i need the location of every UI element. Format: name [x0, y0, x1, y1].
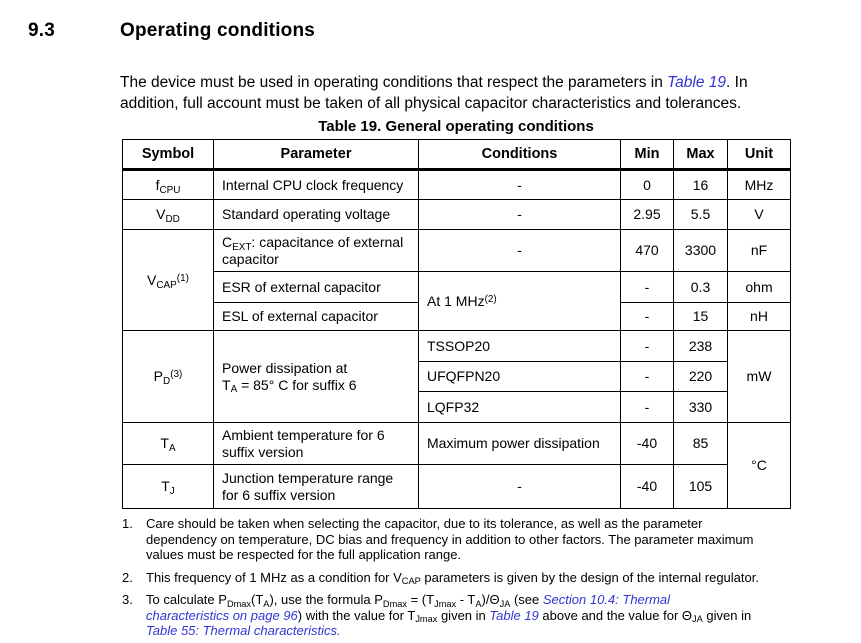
cell-lqfp-max: 330 — [674, 392, 728, 423]
cell-cext-unit: nF — [728, 230, 791, 272]
intro-paragraph: The device must be used in operating conditions that respect the parameters in Table 19. In addition, full account must be taken of all physical capacitor characteristics and tolerances. — [120, 73, 748, 112]
cell-pd-symbol: $P_D^{(3)}$ — [123, 331, 214, 423]
cell-cext-parameter: $C_{EXT}$: capacitance of external capacitor — [214, 230, 419, 272]
footnote-text: To calculate $P_{Dmax}(T_A)$, use the formula $P_{Dmax} = (T_{Jmax} - T_A)/\Theta_{JA}$ (see Section 10.4: Thermal characteristics on page 96) with the value for $T_{Jmax}$ given in Table 19 above and the value for $\Theta_{JA}$ given in Table 55: Thermal characteristics. — [146, 592, 752, 638]
footnote-text: Care should be taken when selecting the capacitor, due to its tolerance, as well as the parameter dependency on temperature, DC bias and frequency in addition to other factors. The parameter maximum values must be respected for the full application range. — [146, 516, 754, 562]
section-heading — [28, 20, 315, 42]
doc-link[interactable]: Section 10.4: Thermal characteristics on page 96 — [146, 592, 671, 623]
cell-esl-min: - — [621, 303, 674, 331]
table-row — [123, 465, 791, 509]
footnote-number: 2. — [122, 569, 133, 585]
cell-vdd-min: 2.95 — [621, 200, 674, 230]
table-row — [123, 230, 791, 272]
header-parameter: Parameter — [214, 140, 419, 170]
cell-esr-conditions: At 1 MHz$^{(2)}$ — [419, 272, 621, 331]
cell-esl-parameter: ESL of external capacitor — [214, 303, 419, 331]
cell-ufqfpn-max: 220 — [674, 362, 728, 392]
cell-pd-unit: mW — [728, 331, 791, 423]
cell-esl-max: 15 — [674, 303, 728, 331]
cell-vdd-symbol: $V_{DD}$ — [123, 200, 214, 230]
cell-temp-unit: °C — [728, 423, 791, 509]
cell-esl-unit: nH — [728, 303, 791, 331]
cell-tj-conditions: - — [419, 465, 621, 509]
header-unit: Unit — [728, 140, 791, 170]
cell-cext-min: 470 — [621, 230, 674, 272]
cell-vdd-conditions: - — [419, 200, 621, 230]
footnote-2 — [122, 570, 822, 586]
cell-lqfp-conditions: LQFP32 — [419, 392, 621, 423]
cell-vdd-max: 5.5 — [674, 200, 728, 230]
cell-tssop-conditions: TSSOP20 — [419, 331, 621, 362]
table-row — [123, 331, 791, 362]
cell-vcap-symbol: $V_{CAP}^{(1)}$ — [123, 230, 214, 331]
cell-fcpu-parameter: Internal CPU clock frequency — [214, 170, 419, 200]
doc-link[interactable]: Table 19 — [489, 607, 539, 623]
header-conditions: Conditions — [419, 140, 621, 170]
footnotes — [122, 516, 822, 643]
cell-ufqfpn-min: - — [621, 362, 674, 392]
cell-tj-parameter: Junction temperature range for 6 suffix version — [214, 465, 419, 509]
cell-esr-unit: ohm — [728, 272, 791, 303]
section-number: 9.3 — [28, 20, 56, 41]
doc-link[interactable]: Table 19 — [667, 73, 727, 91]
cell-esr-max: 0.3 — [674, 272, 728, 303]
cell-fcpu-max: 16 — [674, 170, 728, 200]
cell-esr-min: - — [621, 272, 674, 303]
cell-esr-parameter: ESR of external capacitor — [214, 272, 419, 303]
cell-ta-max: 85 — [674, 423, 728, 465]
cell-fcpu-min: 0 — [621, 170, 674, 200]
header-max: Max — [674, 140, 728, 170]
footnote-1 — [122, 516, 822, 563]
cell-fcpu-unit: MHz — [728, 170, 791, 200]
cell-cext-conditions: - — [419, 230, 621, 272]
footnote-number: 1. — [122, 516, 133, 531]
cell-fcpu-conditions: - — [419, 170, 621, 200]
cell-lqfp-min: - — [621, 392, 674, 423]
footnote-3 — [122, 592, 822, 639]
table-row — [123, 423, 791, 465]
table-header-row — [123, 140, 791, 170]
table-title: Table 19. General operating conditions — [318, 118, 594, 135]
table-row — [123, 170, 791, 200]
cell-tssop-min: - — [621, 331, 674, 362]
cell-pd-parameter: Power dissipation at $T_A = 85^\circ$ C for suffix 6 — [214, 331, 419, 423]
cell-ta-min: -40 — [621, 423, 674, 465]
cell-ta-parameter: Ambient temperature for 6 suffix version — [214, 423, 419, 465]
cell-ta-conditions: Maximum power dissipation — [419, 423, 621, 465]
cell-fcpu-symbol: $f_{CPU}$ — [123, 170, 214, 200]
cell-vdd-unit: V — [728, 200, 791, 230]
cell-ta-symbol: $T_A$ — [123, 423, 214, 465]
cell-tj-symbol: $T_J$ — [123, 465, 214, 509]
header-symbol: Symbol — [123, 140, 214, 170]
footnote-number: 3. — [122, 592, 133, 607]
table-row — [123, 200, 791, 230]
table-row — [123, 272, 791, 303]
cell-tssop-max: 238 — [674, 331, 728, 362]
footnote-text: This frequency of 1 MHz as a condition for $V_{CAP}$ parameters is given by the design of the internal regulator. — [146, 569, 759, 587]
header-min: Min — [621, 140, 674, 170]
page-title: Operating conditions — [120, 20, 316, 41]
cell-ufqfpn-conditions: UFQFPN20 — [419, 362, 621, 392]
cell-vdd-parameter: Standard operating voltage — [214, 200, 419, 230]
cell-tj-max: 105 — [674, 465, 728, 509]
operating-conditions-table — [122, 139, 791, 509]
cell-tj-min: -40 — [621, 465, 674, 509]
doc-link[interactable]: Table 55: Thermal characteristics. — [146, 623, 341, 638]
cell-cext-max: 3300 — [674, 230, 728, 272]
